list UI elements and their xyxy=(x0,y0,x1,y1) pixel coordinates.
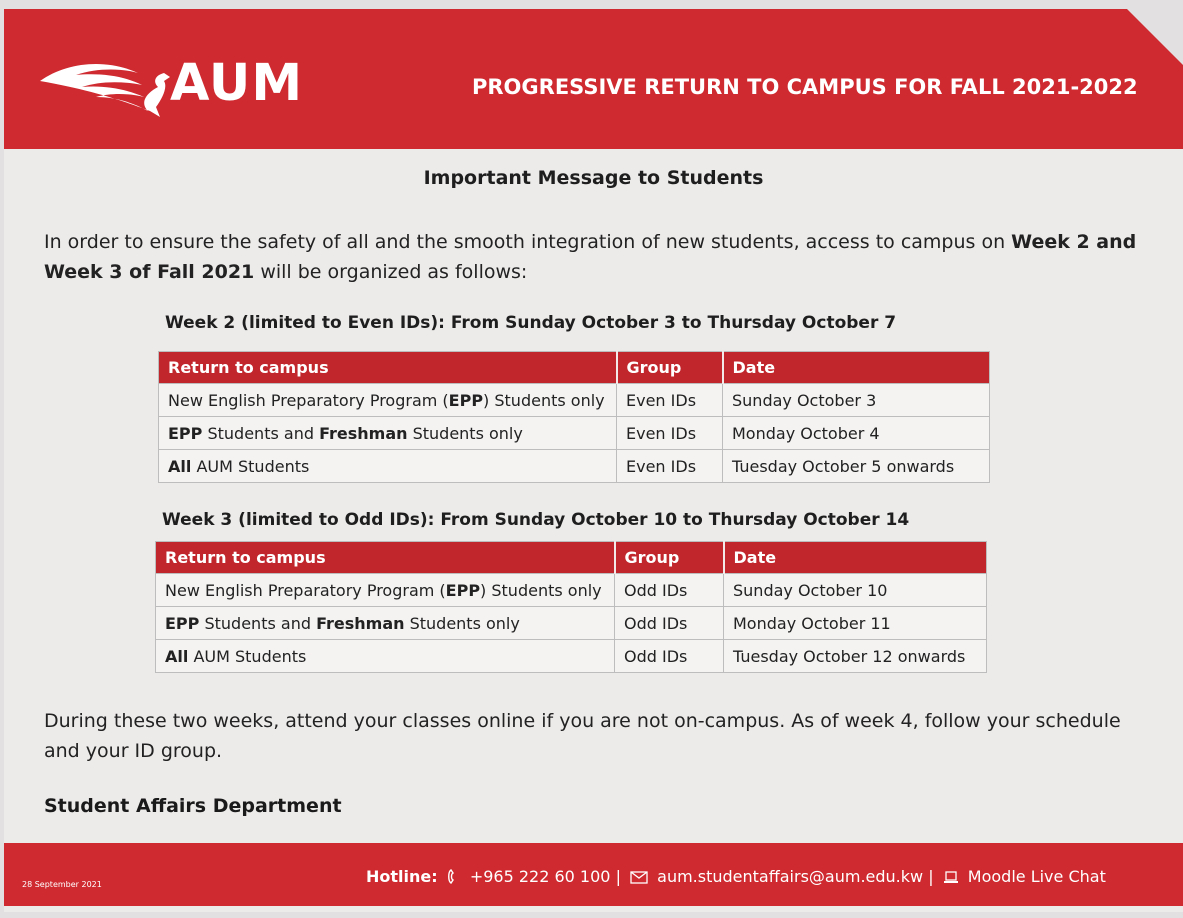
intro-paragraph xyxy=(44,227,1154,287)
group-cell: Odd IDs xyxy=(615,640,724,673)
date-cell: Sunday October 10 xyxy=(724,574,987,607)
page-title: PROGRESSIVE RETURN TO CAMPUS FOR FALL 2021-2022 xyxy=(472,75,1138,99)
cell-text: AUM Students xyxy=(191,456,310,476)
footer-banner xyxy=(4,843,1183,906)
column-header: Group xyxy=(615,542,724,574)
cell-text: AUM Students xyxy=(188,646,307,666)
separator: | xyxy=(928,867,934,886)
cell-text: ) Students only xyxy=(480,580,602,600)
date-cell: Monday October 4 xyxy=(723,417,990,450)
cell-text: New English Preparatory Program ( xyxy=(168,390,449,410)
laptop-icon xyxy=(943,869,959,888)
column-header: Return to campus xyxy=(159,352,617,384)
cell-text: New English Preparatory Program ( xyxy=(165,580,446,600)
signature: Student Affairs Department xyxy=(44,795,342,817)
week2-table xyxy=(158,351,990,483)
date-cell: Tuesday October 12 onwards xyxy=(724,640,987,673)
table-row xyxy=(156,640,987,673)
hotline-number[interactable]: +965 222 60 100 xyxy=(469,867,611,886)
column-header: Return to campus xyxy=(156,542,615,574)
intro-text: In order to ensure the safety of all and the smooth integration of new students, access to campus on xyxy=(44,231,1012,253)
bold-text: EPP xyxy=(168,423,203,443)
table-row xyxy=(156,607,987,640)
contact-line xyxy=(366,867,1106,888)
aum-logo xyxy=(38,49,358,119)
return-cell xyxy=(156,574,615,607)
cell-text: ) Students only xyxy=(483,390,605,410)
bold-text: Freshman xyxy=(319,423,408,443)
corner-fold xyxy=(1127,9,1183,65)
return-cell xyxy=(159,417,617,450)
week2-heading: Week 2 (limited to Even IDs): From Sunday October 3 to Thursday October 7 xyxy=(165,313,897,333)
bold-text: Freshman xyxy=(316,613,405,633)
bold-text: EPP xyxy=(448,390,484,410)
cell-text: Students only xyxy=(404,613,520,633)
column-header: Date xyxy=(723,352,990,384)
group-cell: Even IDs xyxy=(617,417,723,450)
table-row xyxy=(159,417,990,450)
week3-heading: Week 3 (limited to Odd IDs): From Sunday October 10 to Thursday October 14 xyxy=(162,510,910,530)
bold-text: EPP xyxy=(165,613,200,633)
group-cell: Even IDs xyxy=(617,384,723,417)
hotline-label: Hotline: xyxy=(366,867,438,886)
footer-date: 28 September 2021 xyxy=(22,880,102,889)
table-row xyxy=(159,450,990,483)
column-header: Date xyxy=(724,542,987,574)
phoenix-icon xyxy=(38,51,173,119)
group-cell: Odd IDs xyxy=(615,607,724,640)
table-row xyxy=(156,574,987,607)
message-title: Important Message to Students xyxy=(423,167,764,189)
phone-icon xyxy=(447,869,461,888)
logo-wordmark: AUM xyxy=(170,54,304,113)
week3-table xyxy=(155,541,987,673)
table-row xyxy=(159,384,990,417)
group-cell: Odd IDs xyxy=(615,574,724,607)
return-cell xyxy=(159,450,617,483)
cell-text: Students only xyxy=(407,423,523,443)
bold-text: EPP xyxy=(445,580,481,600)
announcement-page xyxy=(4,9,1183,912)
closing-paragraph: During these two weeks, attend your classes online if you are not on-campus. As of week 4, follow your schedule and your ID group. xyxy=(44,710,1121,762)
email-link[interactable]: aum.studentaffairs@aum.edu.kw xyxy=(657,867,924,886)
envelope-icon xyxy=(630,869,648,888)
moodle-chat-link[interactable]: Moodle Live Chat xyxy=(967,867,1106,886)
date-cell: Sunday October 3 xyxy=(723,384,990,417)
bold-text: All xyxy=(168,456,192,476)
return-cell xyxy=(159,384,617,417)
return-cell xyxy=(156,640,615,673)
date-cell: Monday October 11 xyxy=(724,607,987,640)
group-cell: Even IDs xyxy=(617,450,723,483)
cell-text: Students and xyxy=(199,613,317,633)
date-cell: Tuesday October 5 onwards xyxy=(723,450,990,483)
cell-text: Students and xyxy=(202,423,320,443)
return-cell xyxy=(156,607,615,640)
separator: | xyxy=(615,867,621,886)
table-header-row xyxy=(159,352,990,384)
header-banner xyxy=(4,9,1183,149)
intro-bold-text: Week 2 and Week 3 of Fall 2021 xyxy=(44,231,1137,283)
table-header-row xyxy=(156,542,987,574)
bold-text: All xyxy=(165,646,189,666)
intro-text-end: will be organized as follows: xyxy=(254,261,528,283)
column-header: Group xyxy=(617,352,723,384)
